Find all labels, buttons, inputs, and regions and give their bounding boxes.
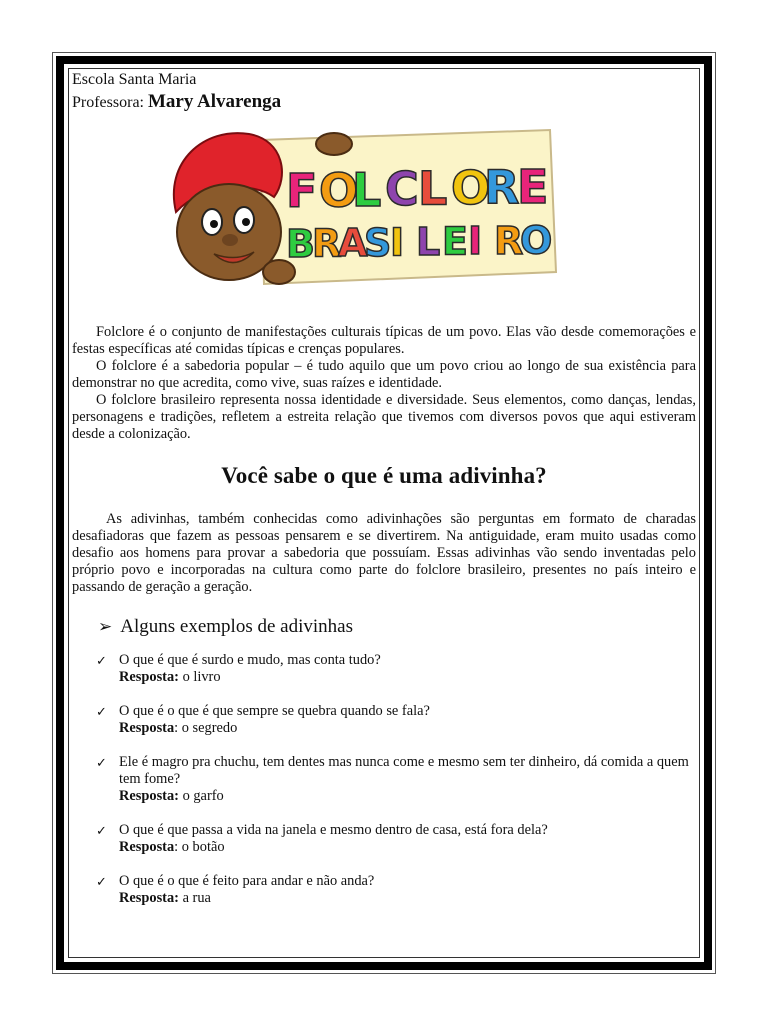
logo-line1 [286, 160, 548, 218]
logo-letter: F [286, 164, 318, 218]
logo-letter: R [484, 160, 520, 215]
hand-top-icon [316, 133, 352, 155]
intro-paragraph-1: Folclore é o conjunto de manifestações culturais típicas de um povo. Elas vão desde comemorações e festas específicas até comidas típicas e crenças populares. [72, 324, 696, 357]
answer-label: Resposta [119, 839, 175, 855]
riddle-answer [119, 669, 696, 686]
list-item [72, 873, 696, 907]
answer-text: o livro [178, 669, 221, 685]
riddle-answer [119, 720, 696, 737]
riddle-answer [119, 788, 696, 805]
folclore-logo [164, 122, 564, 302]
answer-text: a rua [178, 890, 211, 906]
riddle-question: O que é que é surdo e mudo, mas conta tudo? [119, 652, 381, 668]
answer-label: Resposta [119, 720, 175, 736]
logo-letter: L [418, 161, 448, 216]
section-paragraph: As adivinhas, também conhecidas como adivinhações são perguntas em formato de charadas desafiadoras que fazem as pessoas pensarem e se divertirem. Na antiguidade, eram muito usadas como desafio aos homens para provar a sabedoria que possuíam. Essas adivinhas vão sendo inventadas pelo próprio povo e incorporadas na cultura como parte do folclore brasileiro, presentes no país inteiro e passando de geração a geração. [72, 511, 696, 595]
logo-letter: B [286, 222, 315, 266]
answer-text: o garfo [178, 788, 224, 804]
answer-label: Resposta: [119, 788, 179, 804]
document-page [72, 68, 696, 924]
logo-letter: I [468, 219, 483, 264]
logo-letter: L [416, 220, 441, 264]
riddle-question: Ele é magro pra chuchu, tem dentes mas nunca come e mesmo sem ter dinheiro, dá comida a quem tem fome? [119, 754, 689, 787]
check-icon: ✓ [96, 874, 107, 889]
logo-letter: R [312, 221, 342, 266]
logo-letter: E [517, 159, 549, 214]
riddle-answer [119, 839, 696, 856]
list-item [72, 754, 696, 805]
folclore-logo-graphic [164, 122, 564, 302]
riddle-question: O que é o que é que sempre se quebra quando se fala? [119, 703, 430, 719]
logo-letter: O [451, 161, 491, 215]
logo-letter: L [352, 162, 382, 217]
riddle-question: O que é que passa a vida na janela e mesmo dentro de casa, está fora dela? [119, 822, 548, 838]
school-name: Escola Santa Maria [72, 71, 197, 88]
intro-section [72, 324, 696, 443]
riddle-answer [119, 890, 696, 907]
teacher-name: Mary Alvarenga [147, 91, 282, 112]
answer-label: Resposta: [119, 669, 179, 685]
examples-heading [98, 616, 696, 638]
logo-letter: E [442, 219, 468, 264]
logo-line2 [286, 218, 552, 266]
logo-letter: A [338, 221, 368, 266]
logo-letter: O [520, 218, 553, 263]
section-heading: Você sabe o que é uma adivinha? [221, 463, 547, 488]
logo-letter: C [385, 162, 419, 217]
teacher-line [72, 91, 696, 114]
check-icon: ✓ [96, 823, 107, 838]
logo-letter: I [390, 220, 405, 265]
arrow-bullet-icon: ➢ [98, 617, 113, 636]
answer-text: : o botão [174, 839, 225, 855]
answer-label: Resposta: [119, 890, 179, 906]
list-item [72, 703, 696, 737]
intro-paragraph-3: O folclore brasileiro representa nossa identidade e diversidade. Seus elementos, como danças, lendas, personagens e tradições, refletem a estreita relação que tivemos com diversos povos que aqui estiveram desde a colonização. [72, 392, 696, 442]
riddle-question: O que é o que é feito para andar e não anda? [119, 873, 375, 889]
intro-paragraph-2: O folclore é a sabedoria popular – é tudo aquilo que um povo criou ao longo de sua existência para demonstrar no que acredita, como vive, suas raízes e identidade. [72, 358, 696, 391]
logo-letter: O [319, 163, 359, 218]
logo-letter: S [364, 220, 392, 265]
check-icon: ✓ [96, 704, 107, 719]
answer-text: : o segredo [174, 720, 238, 736]
check-icon: ✓ [96, 755, 107, 770]
teacher-label: Professora: [72, 94, 144, 111]
examples-heading-text: Alguns exemplos de adivinhas [120, 616, 353, 637]
logo-letter: R [494, 218, 524, 263]
list-item [72, 822, 696, 856]
list-item [72, 652, 696, 686]
check-icon: ✓ [96, 653, 107, 668]
riddle-list [72, 652, 696, 907]
